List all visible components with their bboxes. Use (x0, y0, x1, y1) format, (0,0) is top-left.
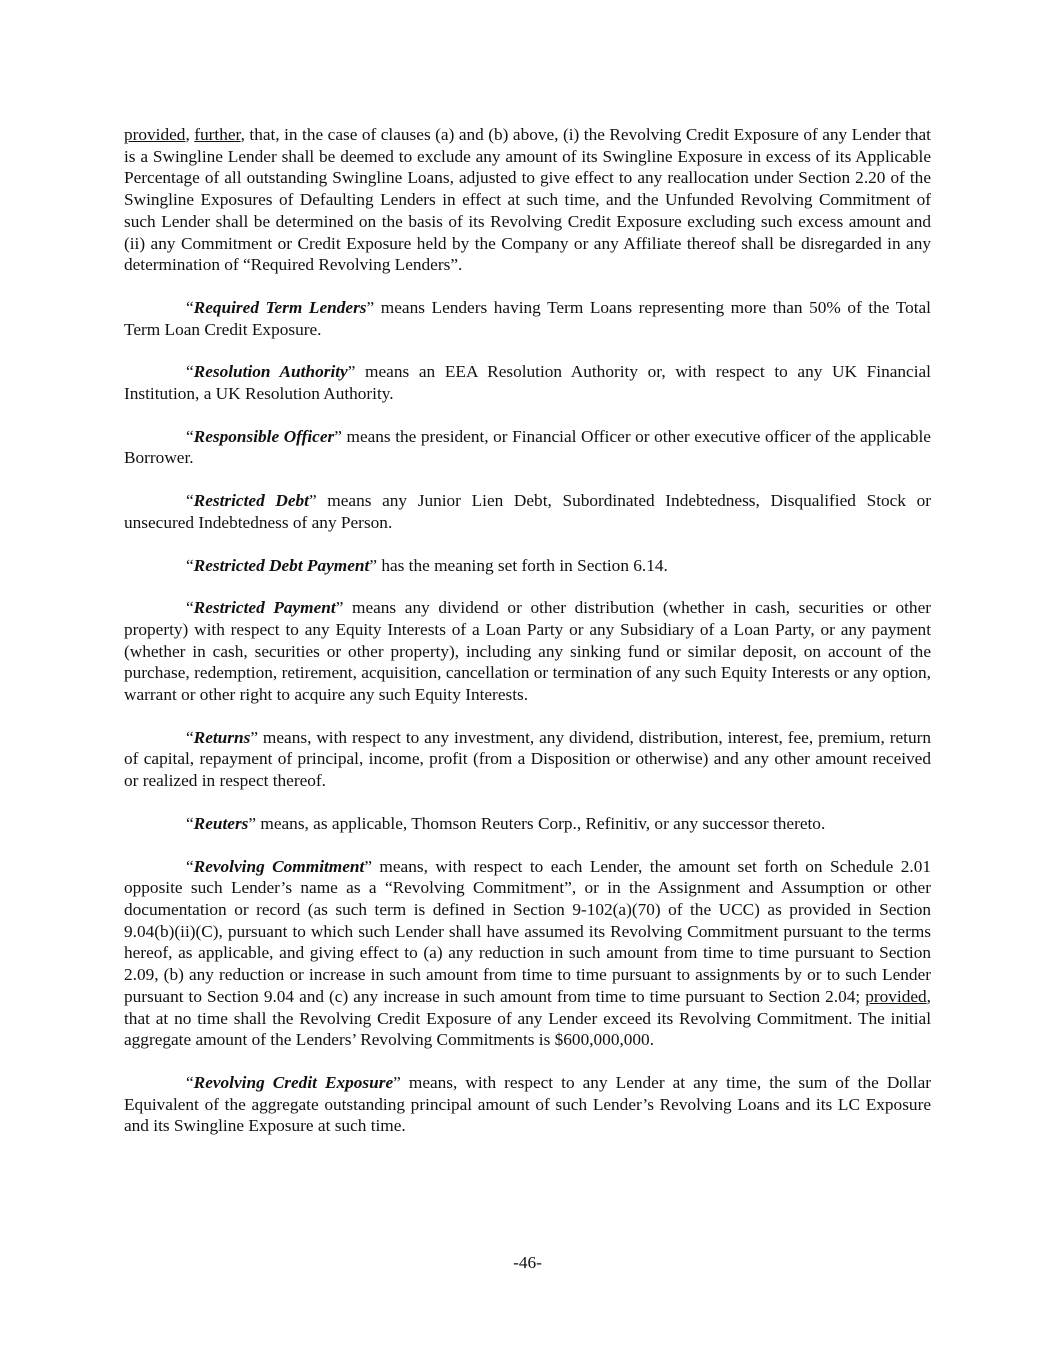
definition-paragraph: “Restricted Debt” means any Junior Lien Debt, Subordinated Indebtedness, Disqualified Stock or unsecured Indebtedness of any Person. (124, 491, 932, 532)
defined-term: Revolving Commitment (193, 856, 365, 876)
provided-word: provided (865, 986, 927, 1006)
definition-text: ” means, as applicable, Thomson Reuters Corp., Refinitiv, or any successor thereto. (248, 813, 826, 833)
definition-paragraph: “Returns” means, with respect to any investment, any dividend, distribution, interest, fee, premium, return of capital, repayment of principal, income, profit (from a Disposition or otherwise) and any other amount received or realized in respect thereof. (124, 727, 931, 791)
definition-text: ” means, with respect to each Lender, the amount set forth on Schedule 2.01 opposite such Lender’s name as a “Revolving Commitment”, or in the Assignment and Assumption or other documentation or record (as such term is defined in Section 9-102(a)(70) of the UCC) as provided in Section 9.04(b)(ii)(C), pursuant to which such Lender shall have assumed its Revolving Commitment pursuant to the terms hereof, as applicable, and giving effect to (a) any reduction in such amount from time to time pursuant to Section 2.09, (b) any reduction or increase in such amount from time to time pursuant to assignments by or to such Lender pursuant to Section 9.04 and (c) any increase in such amount from time to time pursuant to Section 2.04; (124, 856, 932, 1006)
definition-paragraph: “Resolution Authority” means an EEA Resolution Authority or, with respect to any UK Financial Institution, a UK Resolution Authority. (124, 362, 931, 404)
definition-text: ” means, with respect to any Lender at any time, the sum of the Dollar Equivalent of the aggregate outstanding principal amount of such Lender’s Revolving Loans and its LC Exposure and its Swingline Exposure at such time. (124, 1072, 931, 1136)
defined-term: Reuters (193, 813, 249, 833)
definition-text: ” means the president, or Financial Officer or other executive officer of the applicable Borrower. (124, 426, 931, 468)
definition-text: ” means Lenders having Term Loans representing more than 50% of the Total Term Loan Credit Exposure. (124, 297, 931, 339)
defined-term: Restricted Payment (193, 598, 336, 618)
further-word: further (194, 125, 241, 144)
definition-text-continued: , that at no time shall the Revolving Credit Exposure of any Lender exceed its Revolving Commitment. The initial aggregate amount of the Lenders’ Revolving Commitments is $600,000,000. (124, 986, 931, 1050)
definition-paragraph: “Reuters” means, as applicable, Thomson Reuters Corp., Refinitiv, or any successor thereto. (186, 813, 826, 833)
defined-term: Revolving Credit Exposure (193, 1072, 394, 1092)
definition-text: ” means, with respect to any investment, any dividend, distribution, interest, fee, premium, return of capital, repayment of principal, income, profit (from a Disposition or otherwise) and any other amount received or realized in respect thereof. (124, 727, 931, 791)
definition-paragraph: “Revolving Credit Exposure” means, with respect to any Lender at any time, the sum of the Dollar Equivalent of the aggregate outstanding principal amount of such Lender’s Revolving Loans and its LC Exposure and its Swingline Exposure at such time. (124, 1072, 931, 1136)
definition-paragraph: “Restricted Payment” means any dividend or other distribution (whether in cash, securities or other property) with respect to any Equity Interests of a Loan Party or any Subsidiary of a Loan Party, or any payment (whether in cash, securities or other property), including any sinking fund or similar deposit, on account of the purchase, redemption, retirement, acquisition, cancellation or termination of any such Equity Interests or any option, warrant or other right to acquire any such Equity Interests. (124, 598, 931, 705)
definition-text: ” means an EEA Resolution Authority or, with respect to any UK Financial Institution, a UK Resolution Authority. (124, 362, 931, 404)
definition-paragraph: “Responsible Officer” means the president, or Financial Officer or other executive officer of the applicable Borrower. (124, 426, 931, 468)
definition-paragraph: “Required Term Lenders” means Lenders having Term Loans representing more than 50% of the Total Term Loan Credit Exposure. (124, 297, 931, 339)
page-number: -46- (513, 1253, 542, 1272)
defined-term: Restricted Debt (193, 491, 309, 511)
continuation-text: , that, in the case of clauses (a) and (b) above, (i) the Revolving Credit Exposure of any Lender that is a Swingline Lender shall be deemed to exclude any amount of its Swingline Exposure in excess of its Applicable Percentage of all outstanding Swingline Loans, adjusted to give effect to any reallocation under Section 2.20 of the Swingline Exposures of Defaulting Lenders in effect at such time, and the Unfunded Revolving Commitment of such Lender shall be determined on the basis of its Revolving Credit Exposure excluding such excess amount and (ii) any Commitment or Credit Exposure held by the Company or any Affiliate thereof shall be disregarded in any determination of “Required Revolving Lenders”. (124, 125, 931, 275)
definition-paragraph: “Restricted Debt Payment” has the meaning set forth in Section 6.14. (186, 555, 668, 575)
defined-term: Responsible Officer (193, 426, 335, 446)
separator: , (185, 125, 195, 144)
defined-term: Returns (193, 727, 251, 747)
provided-word: provided (124, 125, 186, 144)
definition-text: ” means any Junior Lien Debt, Subordinated Indebtedness, Disqualified Stock or unsecured Indebtedness of any Person. (124, 491, 932, 532)
defined-term: Restricted Debt Payment (193, 555, 370, 575)
definition-text: ” has the meaning set forth in Section 6.14. (369, 555, 668, 575)
continuation-paragraph (124, 124, 931, 276)
document-body (124, 124, 931, 1158)
definition-text: ” means any dividend or other distribution (whether in cash, securities or other property) with respect to any Equity Interests of a Loan Party or any Subsidiary of a Loan Party, or any payment (whether in cash, securities or other property), including any sinking fund or similar deposit, on account of the purchase, redemption, retirement, acquisition, cancellation or termination of any such Equity Interests or any option, warrant or other right to acquire any such Equity Interests. (124, 598, 931, 705)
defined-term: Required Term Lenders (193, 297, 367, 317)
definition-paragraph: “Revolving Commitment” means, with respect to each Lender, the amount set forth on Schedule 2.01 opposite such Lender’s name as a “Revolving Commitment”, or in the Assignment and Assumption or other documentation or record (as such term is defined in Section 9-102(a)(70) of the UCC) as provided in Section 9.04(b)(ii)(C), pursuant to which such Lender shall have assumed its Revolving Commitment pursuant to the terms hereof, as applicable, and giving effect to (a) any reduction in such amount from time to time pursuant to Section 2.09, (b) any reduction or increase in such amount from time to time pursuant to assignments by or to such Lender pursuant to Section 9.04 and (c) any increase in such amount from time to time pursuant to Section 2.04; provided, that at no time shall the Revolving Credit Exposure of any Lender exceed its Revolving Commitment. The initial aggregate amount of the Lenders’ Revolving Commitments is $600,000,000. (124, 856, 932, 1050)
defined-term: Resolution Authority (193, 362, 348, 382)
